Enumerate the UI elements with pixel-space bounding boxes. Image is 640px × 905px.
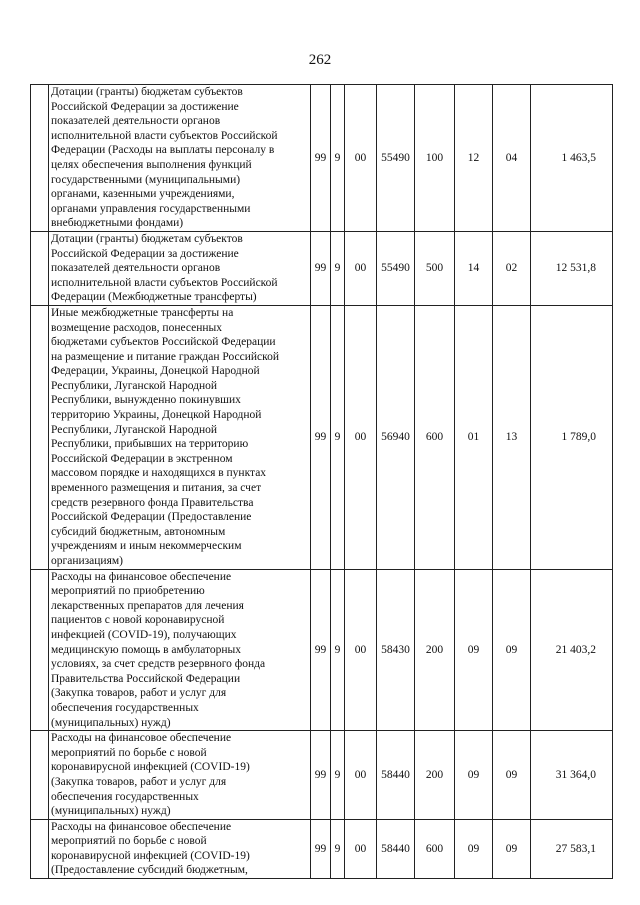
description-cell: [49, 85, 311, 232]
expense-type-cell: 200: [415, 731, 455, 820]
table-row: [31, 305, 613, 569]
row-margin-cell: [31, 85, 49, 232]
description-line: показателей деятельности органов: [51, 115, 221, 128]
description-line: Российской Федерации за достижение: [51, 100, 239, 113]
description-cell: [49, 731, 311, 820]
row-margin-cell: [31, 305, 49, 569]
description-line: Российской Федерации в экстренном: [51, 452, 233, 465]
table-row: [31, 569, 613, 731]
subprogram-code-cell: 9: [331, 305, 345, 569]
description-line: Расходы на финансовое обеспечение: [51, 570, 232, 583]
description-line: средств резервного фонда Правительства: [51, 496, 254, 509]
description-cell: [49, 569, 311, 731]
description-line: (муниципальных) нужд): [51, 716, 171, 729]
description-line: (Закупка товаров, работ и услуг для: [51, 775, 227, 788]
description-line: Расходы на финансовое обеспечение: [51, 820, 232, 833]
description-line: показателей деятельности органов: [51, 262, 221, 275]
description-line: Республики, Луганской Народной: [51, 423, 218, 436]
subsection-cell: 09: [493, 819, 531, 878]
main-event-code-cell: 00: [345, 569, 377, 731]
subsection-cell: 13: [493, 305, 531, 569]
description-line: (муниципальных) нужд): [51, 805, 171, 818]
row-margin-cell: [31, 569, 49, 731]
description-line: исполнительной власти субъектов Российской: [51, 276, 278, 289]
amount-cell: 21 403,2: [531, 569, 613, 731]
description-line: мероприятий по приобретению: [51, 585, 205, 598]
program-code-cell: 99: [311, 569, 331, 731]
main-event-code-cell: 00: [345, 85, 377, 232]
description-line: возмещение расходов, понесенных: [51, 321, 223, 334]
row-margin-cell: [31, 819, 49, 878]
subprogram-code-cell: 9: [331, 819, 345, 878]
table-row: [31, 231, 613, 305]
expense-type-cell: 500: [415, 231, 455, 305]
description-line: целях обеспечения выполнения функций: [51, 158, 252, 171]
description-line: учреждениям и иным некоммерческим: [51, 540, 242, 553]
description-line: условиях, за счет средств резервного фонда: [51, 658, 266, 671]
direction-code-cell: 55490: [377, 85, 415, 232]
subprogram-code-cell: 9: [331, 85, 345, 232]
description-line: субсидий бюджетным, автономным: [51, 525, 226, 538]
subprogram-code-cell: 9: [331, 231, 345, 305]
description-line: государственными (муниципальными): [51, 173, 241, 186]
description-cell: [49, 305, 311, 569]
amount-cell: 31 364,0: [531, 731, 613, 820]
section-cell: 12: [455, 85, 493, 232]
expense-type-cell: 200: [415, 569, 455, 731]
description-line: медицинскую помощь в амбулаторных: [51, 643, 242, 656]
description-line: массовом порядке и находящихся в пунктах: [51, 467, 267, 480]
subprogram-code-cell: 9: [331, 731, 345, 820]
description-line: Республики, прибывших на территорию: [51, 438, 249, 451]
table-row: [31, 85, 613, 232]
description-line: Расходы на финансовое обеспечение: [51, 732, 232, 745]
description-line: (Предоставление субсидий бюджетным,: [51, 864, 248, 877]
description-line: (Закупка товаров, работ и услуг для: [51, 687, 227, 700]
program-code-cell: 99: [311, 731, 331, 820]
main-event-code-cell: 00: [345, 819, 377, 878]
description-line: исполнительной власти субъектов Российской: [51, 129, 278, 142]
row-margin-cell: [31, 231, 49, 305]
main-event-code-cell: 00: [345, 231, 377, 305]
description-line: Федерации (Расходы на выплаты персоналу в: [51, 144, 275, 157]
description-line: обеспечения государственных: [51, 790, 199, 803]
section-cell: 01: [455, 305, 493, 569]
description-line: Иные межбюджетные трансферты на: [51, 306, 234, 319]
description-line: Правительства Российской Федерации: [51, 672, 241, 685]
description-line: бюджетами субъектов Российской Федерации: [51, 336, 276, 349]
section-cell: 14: [455, 231, 493, 305]
description-line: на размещение и питание граждан Российской: [51, 350, 280, 363]
main-event-code-cell: 00: [345, 731, 377, 820]
amount-cell: 1 463,5: [531, 85, 613, 232]
description-line: Дотации (гранты) бюджетам субъектов: [51, 232, 243, 245]
description-line: коронавирусной инфекцией (COVID-19): [51, 761, 250, 774]
section-cell: 09: [455, 819, 493, 878]
program-code-cell: 99: [311, 231, 331, 305]
description-line: Республики, Луганской Народной: [51, 379, 218, 392]
description-line: организациям): [51, 555, 123, 567]
description-cell: [49, 819, 311, 878]
subsection-cell: 09: [493, 731, 531, 820]
description-line: Российской Федерации за достижение: [51, 247, 239, 260]
amount-cell: 12 531,8: [531, 231, 613, 305]
budget-table: [30, 84, 613, 879]
section-cell: 09: [455, 731, 493, 820]
description-line: Российской Федерации (Предоставление: [51, 511, 252, 524]
expense-type-cell: 600: [415, 305, 455, 569]
description-line: территорию Украины, Донецкой Народной: [51, 409, 262, 422]
subsection-cell: 09: [493, 569, 531, 731]
description-line: органами управления государственными: [51, 202, 251, 215]
description-line: мероприятий по борьбе с новой: [51, 835, 207, 848]
program-code-cell: 99: [311, 305, 331, 569]
direction-code-cell: 56940: [377, 305, 415, 569]
subsection-cell: 02: [493, 231, 531, 305]
direction-code-cell: 58430: [377, 569, 415, 731]
table-row: [31, 731, 613, 820]
description-line: внебюджетными фондами): [51, 217, 184, 230]
main-event-code-cell: 00: [345, 305, 377, 569]
subprogram-code-cell: 9: [331, 569, 345, 731]
page-number: 262: [308, 52, 332, 68]
subsection-cell: 04: [493, 85, 531, 232]
description-line: Дотации (гранты) бюджетам субъектов: [51, 86, 243, 98]
direction-code-cell: 58440: [377, 819, 415, 878]
description-line: Федерации (Межбюджетные трансферты): [51, 291, 257, 304]
description-line: инфекцией (COVID-19), получающих: [51, 628, 237, 641]
description-line: коронавирусной инфекцией (COVID-19): [51, 849, 250, 862]
direction-code-cell: 55490: [377, 231, 415, 305]
expense-type-cell: 100: [415, 85, 455, 232]
amount-cell: 27 583,1: [531, 819, 613, 878]
expense-type-cell: 600: [415, 819, 455, 878]
description-line: Республики, вынужденно покинувших: [51, 394, 241, 407]
row-margin-cell: [31, 731, 49, 820]
program-code-cell: 99: [311, 85, 331, 232]
section-cell: 09: [455, 569, 493, 731]
description-line: обеспечения государственных: [51, 701, 199, 714]
amount-cell: 1 789,0: [531, 305, 613, 569]
direction-code-cell: 58440: [377, 731, 415, 820]
description-line: временного размещения и питания, за счет: [51, 482, 262, 495]
description-line: органами, казенными учреждениями,: [51, 188, 235, 201]
description-line: мероприятий по борьбе с новой: [51, 746, 207, 759]
description-line: лекарственных препаратов для лечения: [51, 599, 244, 612]
table-row: [31, 819, 613, 878]
program-code-cell: 99: [311, 819, 331, 878]
description-cell: [49, 231, 311, 305]
description-line: пациентов с новой коронавирусной: [51, 614, 225, 627]
description-line: Федерации, Украины, Донецкой Народной: [51, 365, 260, 378]
